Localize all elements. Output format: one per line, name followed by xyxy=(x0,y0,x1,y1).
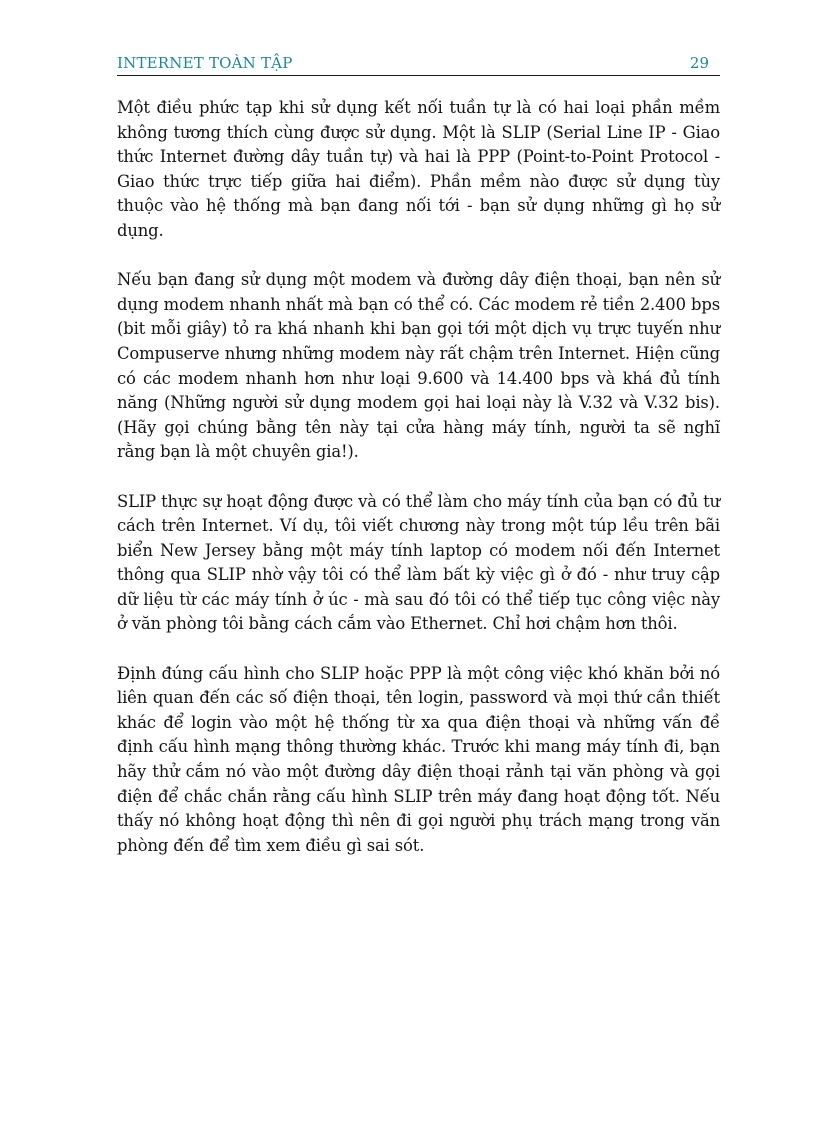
body-text xyxy=(117,96,720,883)
paragraph-modem-speed: Nếu bạn đang sử dụng một modem và đường dây điện thoại, bạn nên sử dụng modem nhanh nhất mà bạn có thể có. Các modem rẻ tiền 2.400 bps (bit mỗi giây) tỏ ra khá nhanh khi bạn gọi tới một dịch vụ trực tuyến như Compuserve nhưng những modem này rất chậm trên Internet. Hiện cũng có các modem nhanh hơn như loại 9.600 và 14.400 bps và khá đủ tính năng (Những người sử dụng modem gọi hai loại này là V.32 và V.32 bis). (Hãy gọi chúng bằng tên này tại cửa hàng máy tính, người ta sẽ nghĩ rằng bạn là một chuyên gia!). xyxy=(117,270,720,462)
paragraph-configuration: Định đúng cấu hình cho SLIP hoặc PPP là một công việc khó khăn bởi nó liên quan đến các số điện thoại, tên login, password và mọi thứ cần thiết khác để login vào một hệ thống từ xa qua điện thoại và những vấn đề định cấu hình mạng thông thường khác. Trước khi mang máy tính đi, bạn hãy thử cắm nó vào một đường dây điện thoại rảnh tại văn phòng và gọi điện để chắc chắn rằng cấu hình SLIP trên máy đang hoạt động tốt. Nếu thấy nó không hoạt động thì nên đi gọi người phụ trách mạng trong văn phòng đến để tìm xem điều gì sai sót. xyxy=(117,663,720,855)
header-title: INTERNET TOÀN TẬP xyxy=(117,54,293,72)
paragraph-serial-software: Một điều phức tạp khi sử dụng kết nối tuần tự là có hai loại phần mềm không tương thích cùng được sử dụng. Một là SLIP (Serial Line IP - Giao thức Internet đường dây tuần tự) và hai là PPP (Point-to-Point Protocol - Giao thức trực tiếp giữa hai điểm). Phần mềm nào được sử dụng tùy thuộc vào hệ thống mà bạn đang nối tới - bạn sử dụng những gì họ sử dụng. xyxy=(117,98,720,240)
page-number: 29 xyxy=(689,54,709,72)
running-header xyxy=(117,53,720,76)
paragraph-slip-usage: SLIP thực sự hoạt động được và có thể làm cho máy tính của bạn có đủ tư cách trên Internet. Ví dụ, tôi viết chương này trong một túp lều trên bãi biển New Jersey bằng một máy tính laptop có modem nối đến Internet thông qua SLIP nhờ vậy tôi có thể làm bất kỳ việc gì ở đó - như truy cập dữ liệu từ các máy tính ở úc - mà sau đó tôi có thể tiếp tục công việc này ở văn phòng tôi bằng cách cắm vào Ethernet. Chỉ hơi chậm hơn thôi. xyxy=(117,491,720,634)
